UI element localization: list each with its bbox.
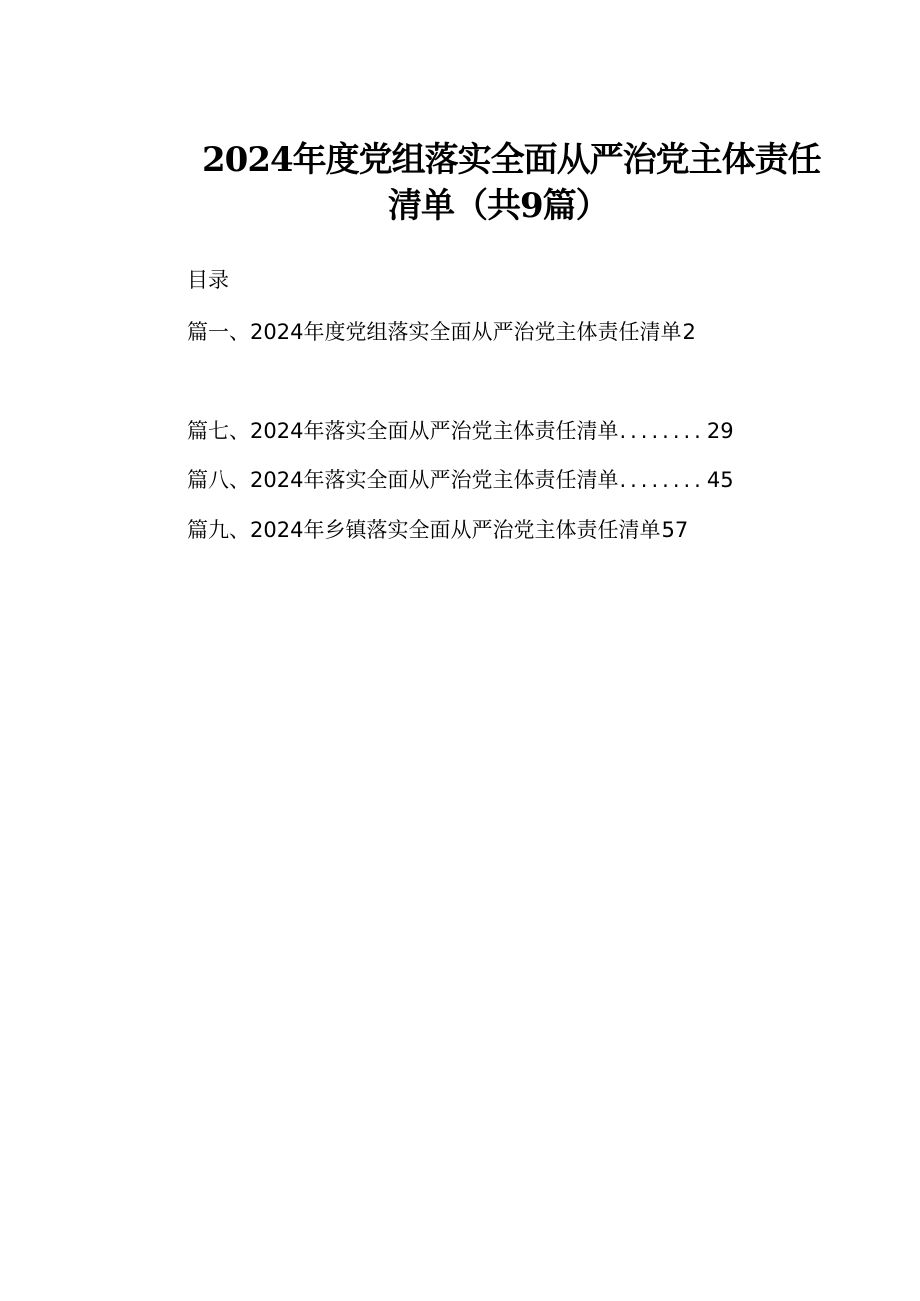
toc-entry-leader: ........: [619, 468, 705, 492]
toc-entry-label: 篇八、2024年落实全面从严治党主体责任清单: [187, 468, 619, 492]
toc-entry-page: 2: [682, 320, 696, 344]
toc-entry-page: 57: [661, 518, 689, 542]
toc-entry-label: 篇九、2024年乡镇落实全面从严治党主体责任清单: [187, 518, 661, 542]
toc-entry-label: 篇一、2024年度党组落实全面从严治党主体责任清单: [187, 320, 682, 344]
toc-heading: 目录: [187, 268, 229, 292]
toc-entry-page: 45: [706, 468, 734, 492]
toc-entry-label: 篇七、2024年落实全面从严治党主体责任清单: [187, 419, 619, 443]
toc-entry-1[interactable]: [187, 318, 696, 346]
document-title-line-2: 清单（共9篇）: [388, 186, 609, 226]
toc-entry-page: 29: [706, 419, 734, 443]
toc-entry-9[interactable]: [187, 516, 688, 544]
toc-entry-8[interactable]: [187, 466, 734, 494]
toc-entry-7[interactable]: [187, 417, 734, 445]
toc-entry-leader: ........: [619, 419, 705, 443]
document-title-line-1: 2024年度党组落实全面从严治党主体责任: [202, 140, 821, 180]
